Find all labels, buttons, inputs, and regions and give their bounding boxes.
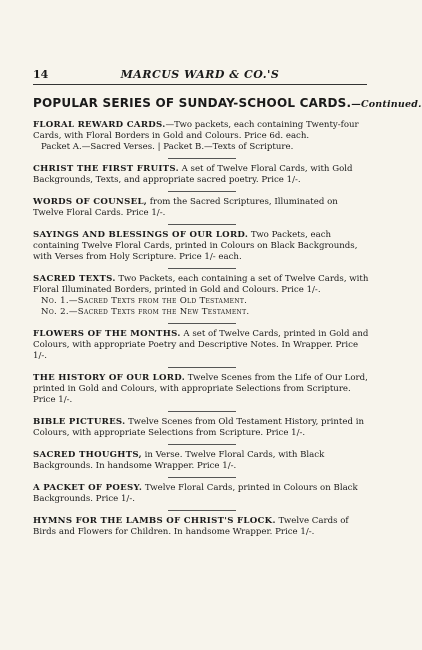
entry-title: SACRED THOUGHTS, bbox=[33, 450, 142, 460]
entry-description: A set of Twelve Cards, printed in Gold and Colours, with appropriate Poetry and Descriptive Notes. In Wrapper. Price 1/-. bbox=[33, 329, 369, 361]
catalog-entry bbox=[33, 483, 370, 505]
entry-divider bbox=[168, 268, 236, 269]
entry-description: A set of Twelve Floral Cards, with Gold Backgrounds, Texts, and appropriate sacred poetry. Price 1/-. bbox=[33, 164, 353, 185]
entry-divider bbox=[168, 158, 236, 159]
entry-subitem: No. 1.—Sacred Texts from the Old Testament. bbox=[41, 296, 248, 306]
catalog-entry bbox=[33, 120, 370, 153]
catalog-entry bbox=[33, 516, 370, 538]
catalog-entry bbox=[33, 373, 370, 406]
entry-description: Twelve Scenes from Old Testament History, printed in Colours, with appropriate Selections from Scripture. Price 1/-. bbox=[33, 417, 364, 438]
section-title: POPULAR SERIES OF SUNDAY-SCHOOL CARDS. bbox=[33, 96, 352, 110]
catalog-entry bbox=[33, 164, 370, 186]
entry-divider bbox=[168, 224, 236, 225]
entry-description: —Two packets, each containing Twenty-four Cards, with Floral Borders in Gold and Colours. Price 6d. each. bbox=[33, 120, 359, 141]
catalog-entry bbox=[33, 417, 370, 439]
header-rule bbox=[33, 84, 367, 85]
running-head bbox=[33, 68, 367, 81]
entry-title: CHRIST THE FIRST FRUITS. bbox=[33, 164, 179, 174]
entry-title: SAYINGS AND BLESSINGS OF OUR LORD. bbox=[33, 230, 249, 240]
entry-title: FLOWERS OF THE MONTHS. bbox=[33, 329, 181, 339]
entry-divider bbox=[168, 191, 236, 192]
section-heading bbox=[33, 96, 422, 110]
entry-divider bbox=[168, 323, 236, 324]
entry-description: Two Packets, each containing Twelve Floral Cards, printed in Colours on Black Backgrounds, with Verses from Holy Scripture. Price 1/- each. bbox=[33, 230, 358, 262]
entry-packets: Packet A.—Sacred Verses. | Packet B.—Texts of Scripture. bbox=[41, 142, 294, 152]
entry-divider bbox=[168, 510, 236, 511]
entry-divider bbox=[168, 477, 236, 478]
entry-description: from the Sacred Scriptures, Illuminated on Twelve Floral Cards. Price 1/-. bbox=[33, 197, 338, 218]
entry-divider bbox=[168, 367, 236, 368]
entry-divider bbox=[168, 411, 236, 412]
catalog-entry bbox=[33, 197, 370, 219]
entry-subitem: No. 2.—Sacred Texts from the New Testament. bbox=[41, 307, 250, 317]
page-number: 14 bbox=[33, 68, 49, 81]
catalog-entry bbox=[33, 230, 370, 263]
entry-description: Twelve Scenes from the Life of Our Lord, printed in Gold and Colours, with appropriate Selections from Scripture. Price 1/-. bbox=[33, 373, 368, 405]
entry-description: Twelve Floral Cards, printed in Colours on Black Backgrounds. Price 1/-. bbox=[33, 483, 358, 504]
entry-title: THE HISTORY OF OUR LORD. bbox=[33, 373, 185, 383]
entry-title: A PACKET OF POESY. bbox=[33, 483, 143, 493]
entry-title: HYMNS FOR THE LAMBS OF CHRIST'S FLOCK. bbox=[33, 516, 276, 526]
entry-title: FLORAL REWARD CARDS. bbox=[33, 120, 166, 130]
entry-description: Twelve Cards of Birds and Flowers for Children. In handsome Wrapper. Price 1/-. bbox=[33, 516, 349, 537]
entry-title: BIBLE PICTURES. bbox=[33, 417, 126, 427]
running-title: MARCUS WARD & CO.'S bbox=[120, 68, 280, 81]
catalog-entry bbox=[33, 450, 370, 472]
continued-label: —Continued. bbox=[351, 99, 422, 110]
entry-description: in Verse. Twelve Floral Cards, with Black Backgrounds. In handsome Wrapper. Price 1/-. bbox=[33, 450, 325, 471]
entry-description: Two Packets, each containing a set of Twelve Cards, with Floral Illuminated Borders, printed in Gold and Colours. Price 1/-. bbox=[33, 274, 369, 295]
entry-title: SACRED TEXTS. bbox=[33, 274, 116, 284]
catalog-entry bbox=[33, 274, 370, 318]
catalog-entry bbox=[33, 329, 370, 362]
page-content bbox=[33, 96, 422, 538]
entry-divider bbox=[168, 444, 236, 445]
entry-title: WORDS OF COUNSEL, bbox=[33, 197, 148, 207]
